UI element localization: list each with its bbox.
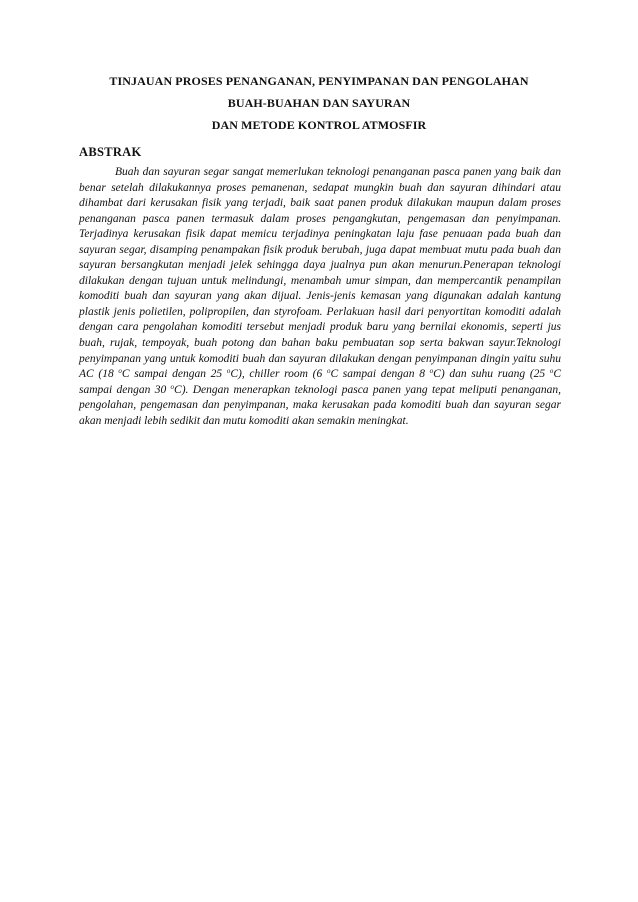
abstract-text: C). Dengan menerapkan teknologi pasca panen yang tepat meliputi penanganan, pengolahan, pengemasan dan penyimpanan, maka kerusakan pada komoditi buah dan sayuran segar akan menjadi lebih sedikit dan mutu komoditi akan semakin meningkat.	[79, 383, 561, 427]
title-line-2: BUAH-BUAHAN DAN SAYURAN	[227, 96, 411, 110]
title-line-1: TINJAUAN PROSES PENANGANAN, PENYIMPANAN DAN PENGOLAHAN	[109, 74, 529, 88]
abstract-text: Buah dan sayuran segar sangat memerlukan teknologi penanganan pasca panen yang baik dan benar setelah dilakukannya proses pemanenan, sedapat mungkin buah dan sayuran dihindari atau dihambat dari kerusakan fisik yang terjadi, baik saat panen produk dilakukan maupun dalam proses penanganan pasca panen termasuk dalam proses pengangkutan, pengemasan dan penyimpanan. Terjadinya kerusakan fisik dapat memicu terjadinya peningkatan laju fase penuaan pada buah dan sayuran segar, disamping penampakan fisik produk berubah, juga dapat membuat mutu pada buah dan sayuran bersangkutan menjadi jelek sehingga daya jualnya pun akan menurun.Penerapan teknologi dilakukan dengan tujuan untuk melindungi, menambah umur simpan, dan mempercantik penampilan komoditi buah dan sayuran yang akan dijual. Jenis-jenis kemasan yang digunakan adalah kantung plastik jenis polietilen, polipropilen, dan styrofoam. Perlakuan hasil dari penyortitan komoditi adalah dengan cara pengolahan komoditi tersebut menjadi produk baru yang bernilai ekonomis, seperti jus buah, rujak, tempoyak, buah potong dan bahan baku pembuatan sop serta bakwan sayur.Teknologi penyimpanan yang untuk komoditi buah dan sayuran dilakukan dengan penyimpanan dingin yaitu suhu AC (18	[79, 166, 561, 381]
degree-symbol: o	[118, 367, 122, 376]
degree-symbol: o	[170, 382, 175, 391]
abstract-text: C) dan suhu ruang (25	[433, 368, 550, 381]
degree-symbol: o	[549, 367, 554, 376]
abstract-paragraph	[79, 165, 561, 429]
document-title	[60, 70, 578, 136]
abstract-text: C), chiller room (6	[230, 368, 327, 381]
abstract-text: C sampai dengan 30	[79, 368, 562, 396]
degree-symbol: o	[226, 367, 231, 376]
degree-symbol: o	[429, 367, 434, 376]
abstract-text: C sampai dengan 8	[330, 368, 430, 381]
title-line-3: DAN METODE KONTROL ATMOSFIR	[211, 118, 427, 132]
degree-symbol: o	[326, 367, 331, 376]
abstract-text: C sampai dengan 25	[121, 368, 227, 381]
section-heading-abstrak: ABSTRAK	[79, 145, 142, 159]
